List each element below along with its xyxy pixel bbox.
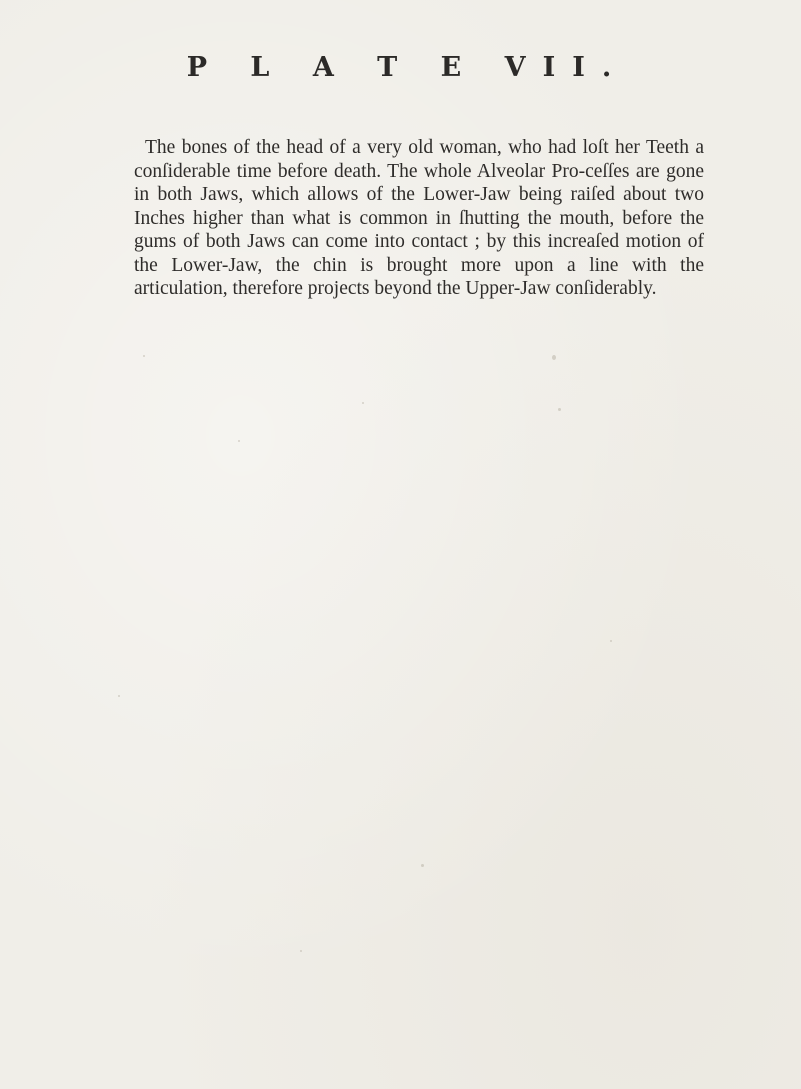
paper-speck <box>552 355 556 360</box>
plate-description: The bones of the head of a very old woman, who had loſt her Teeth a conſiderable time before death. The whole Alveolar Pro-ceſſes are gone in both Jaws, which allows of the Lower-Jaw being raiſed about two Inches higher than what is common in ſhutting the mouth, before the gums of both Jaws can come into contact ; by this increaſed motion of the Lower-Jaw, the chin is brought more upon a line with the articulation, therefore projects beyond the Upper-Jaw conſiderably. <box>134 137 704 299</box>
paper-speck <box>362 402 364 404</box>
paper-speck <box>421 864 424 867</box>
paper-speck <box>143 355 145 357</box>
paper-speck <box>558 408 561 411</box>
paper-speck <box>610 640 612 642</box>
plate-title: P L A T E VII. <box>186 52 629 83</box>
paper-speck <box>118 695 120 697</box>
paper-speck <box>300 950 302 952</box>
paper-speck <box>238 440 240 442</box>
